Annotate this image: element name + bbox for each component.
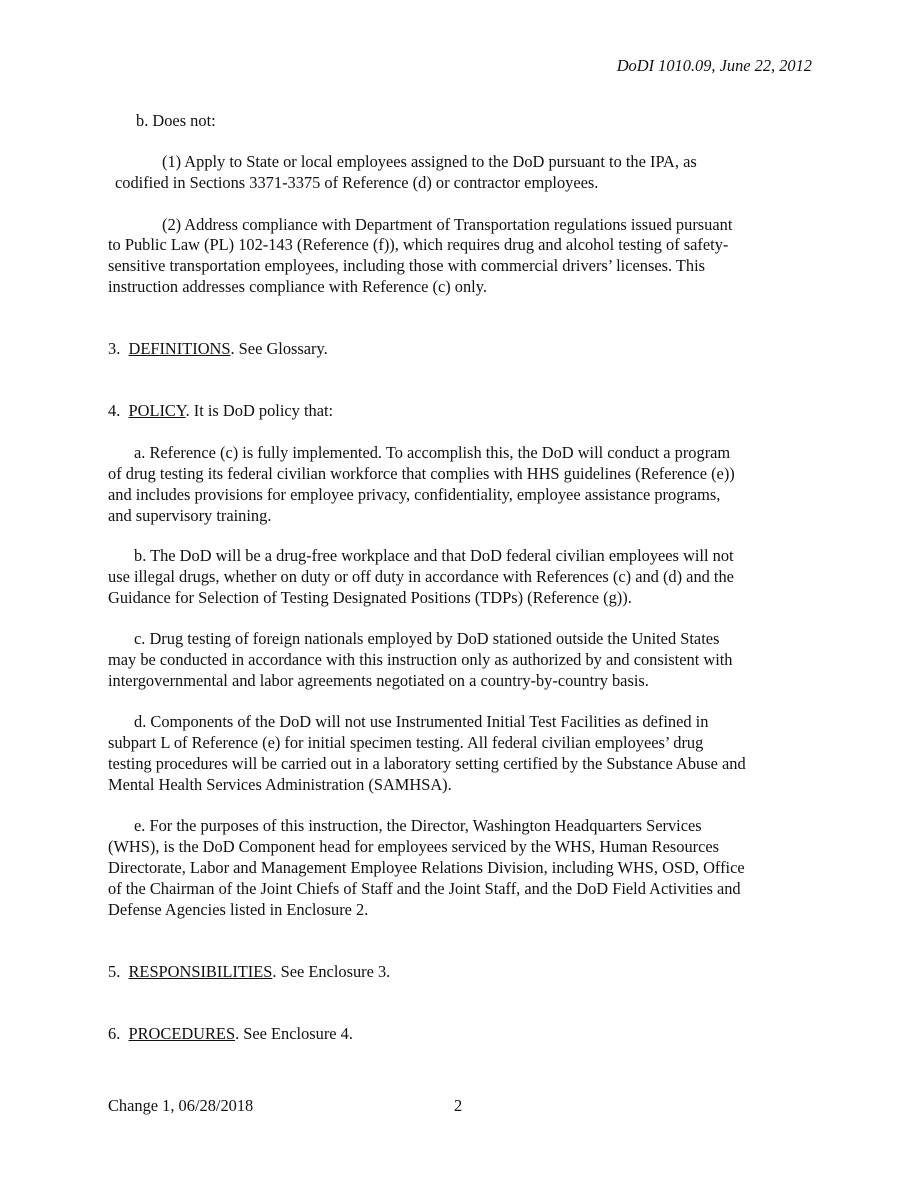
para-2b1-line: codified in Sections 3371-3375 of Reference (d) or contractor employees. [115, 173, 599, 192]
policy-e-line: Directorate, Labor and Management Employee Relations Division, including WHS, OSD, Office [108, 858, 745, 877]
section-text: . It is DoD policy that: [185, 401, 334, 420]
policy-e-line: e. For the purposes of this instruction, the Director, Washington Headquarters Services [134, 816, 702, 835]
section-number: 5. [108, 962, 121, 981]
section-text: . See Enclosure 3. [272, 962, 391, 981]
para-2b2-line: instruction addresses compliance with Reference (c) only. [108, 277, 487, 296]
section-title: DEFINITIONS [128, 339, 231, 358]
section-5-responsibilities [108, 962, 828, 982]
para-2b-heading: b. Does not: [136, 111, 216, 130]
para-2b1-line: (1) Apply to State or local employees assigned to the DoD pursuant to the IPA, as [162, 152, 697, 171]
section-title: RESPONSIBILITIES [128, 962, 273, 981]
policy-b-line: b. The DoD will be a drug-free workplace and that DoD federal civilian employees will not [134, 546, 734, 565]
section-3-definitions [108, 339, 828, 359]
para-2b2-line: to Public Law (PL) 102-143 (Reference (f)), which requires drug and alcohol testing of safety- [108, 235, 729, 254]
page-number: 2 [454, 1096, 463, 1115]
para-2b2-line: sensitive transportation employees, including those with commercial drivers’ licenses. This [108, 256, 706, 275]
section-4-policy [108, 401, 828, 421]
policy-a-line: and includes provisions for employee privacy, confidentiality, employee assistance programs, [108, 485, 721, 504]
policy-d-line: testing procedures will be carried out in a laboratory setting certified by the Substance Abuse and [108, 754, 746, 773]
para-2b2-line: (2) Address compliance with Department of Transportation regulations issued pursuant [162, 215, 733, 234]
policy-d-line: d. Components of the DoD will not use Instrumented Initial Test Facilities as defined in [134, 712, 709, 731]
policy-a-line: a. Reference (c) is fully implemented. To accomplish this, the DoD will conduct a program [134, 443, 731, 462]
running-header: DoDI 1010.09, June 22, 2012 [616, 56, 812, 75]
policy-a-line: of drug testing its federal civilian workforce that complies with HHS guidelines (Reference (e)) [108, 464, 735, 483]
section-number: 3. [108, 339, 121, 358]
policy-e-line: of the Chairman of the Joint Chiefs of Staff and the Joint Staff, and the DoD Field Activities and [108, 879, 741, 898]
policy-e-line: Defense Agencies listed in Enclosure 2. [108, 900, 369, 919]
policy-e-line: (WHS), is the DoD Component head for employees serviced by the WHS, Human Resources [108, 837, 720, 856]
section-title: POLICY [128, 401, 186, 420]
footer-change-note: Change 1, 06/28/2018 [108, 1096, 254, 1115]
section-text: . See Enclosure 4. [235, 1024, 353, 1043]
section-number: 4. [108, 401, 121, 420]
section-text: . See Glossary. [230, 339, 328, 358]
section-6-procedures [108, 1024, 828, 1044]
policy-b-line: use illegal drugs, whether on duty or off duty in accordance with References (c) and (d) and the [108, 567, 734, 586]
policy-c-line: c. Drug testing of foreign nationals employed by DoD stationed outside the United States [134, 629, 720, 648]
policy-b-line: Guidance for Selection of Testing Designated Positions (TDPs) (Reference (g)). [108, 588, 632, 607]
policy-d-line: subpart L of Reference (e) for initial specimen testing. All federal civilian employees’ drug [108, 733, 704, 752]
policy-a-line: and supervisory training. [108, 506, 272, 525]
policy-c-line: intergovernmental and labor agreements negotiated on a country-by-country basis. [108, 671, 649, 690]
policy-c-line: may be conducted in accordance with this instruction only as authorized by and consistent with [108, 650, 733, 669]
policy-d-line: Mental Health Services Administration (SAMHSA). [108, 775, 452, 794]
section-number: 6. [108, 1024, 121, 1043]
section-title: PROCEDURES [128, 1024, 236, 1043]
